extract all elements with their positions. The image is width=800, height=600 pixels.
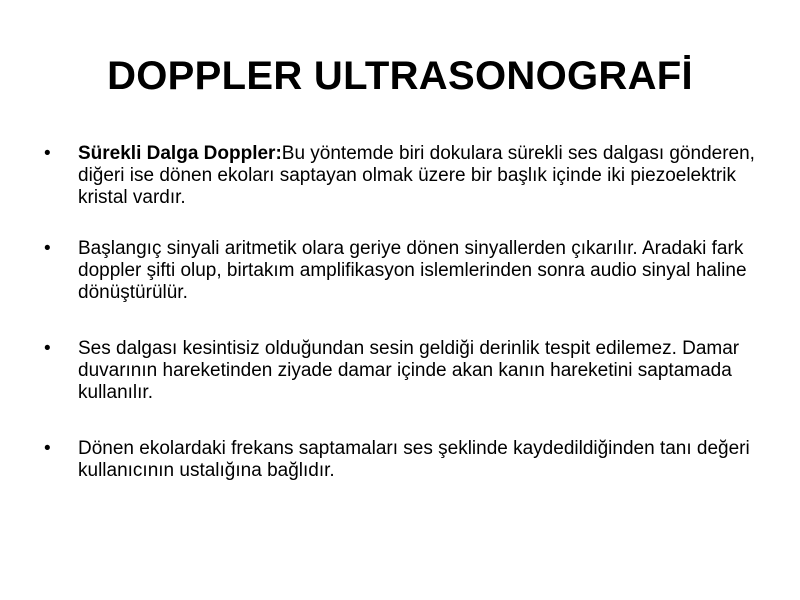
slide-title: DOPPLER ULTRASONOGRAFİ: [107, 54, 693, 98]
bullet-item-4: [44, 438, 758, 482]
bullet-text: Ses dalgası kesintisiz olduğundan sesin geldiği derinlik tespit edilemez. Damar duvarının hareketinden ziyade damar içinde akan kanın hareketini saptamada kullanılır.: [78, 338, 740, 403]
bullet-item-2: [44, 238, 758, 304]
bullet-dot-icon: •: [44, 143, 51, 164]
bullet-lead: Sürekli Dalga Doppler:: [78, 143, 282, 164]
bullet-item-1: [44, 143, 758, 209]
bullet-text: Dönen ekolardaki frekans saptamaları ses şeklinde kaydedildiğinden tanı değeri kullanıcının ustalığına bağlıdır.: [78, 438, 750, 481]
bullet-text: Başlangıç sinyali aritmetik olara geriye dönen sinyallerden çıkarılır. Aradaki fark doppler şifti olup, birtakım amplifikasyon islemlerinden sonra audio sinyal haline dönüştürülür.: [78, 238, 747, 303]
bullet-dot-icon: •: [44, 238, 51, 259]
bullet-dot-icon: •: [44, 438, 51, 459]
bullet-text: Bu yöntemde biri dokulara sürekli ses dalgası gönderen, diğeri ise dönen ekoları saptayan olmak üzere bir başlık içinde iki piezoelektrik kristal vardır.: [78, 143, 755, 208]
bullet-dot-icon: •: [44, 338, 51, 359]
bullet-item-3: [44, 338, 758, 404]
